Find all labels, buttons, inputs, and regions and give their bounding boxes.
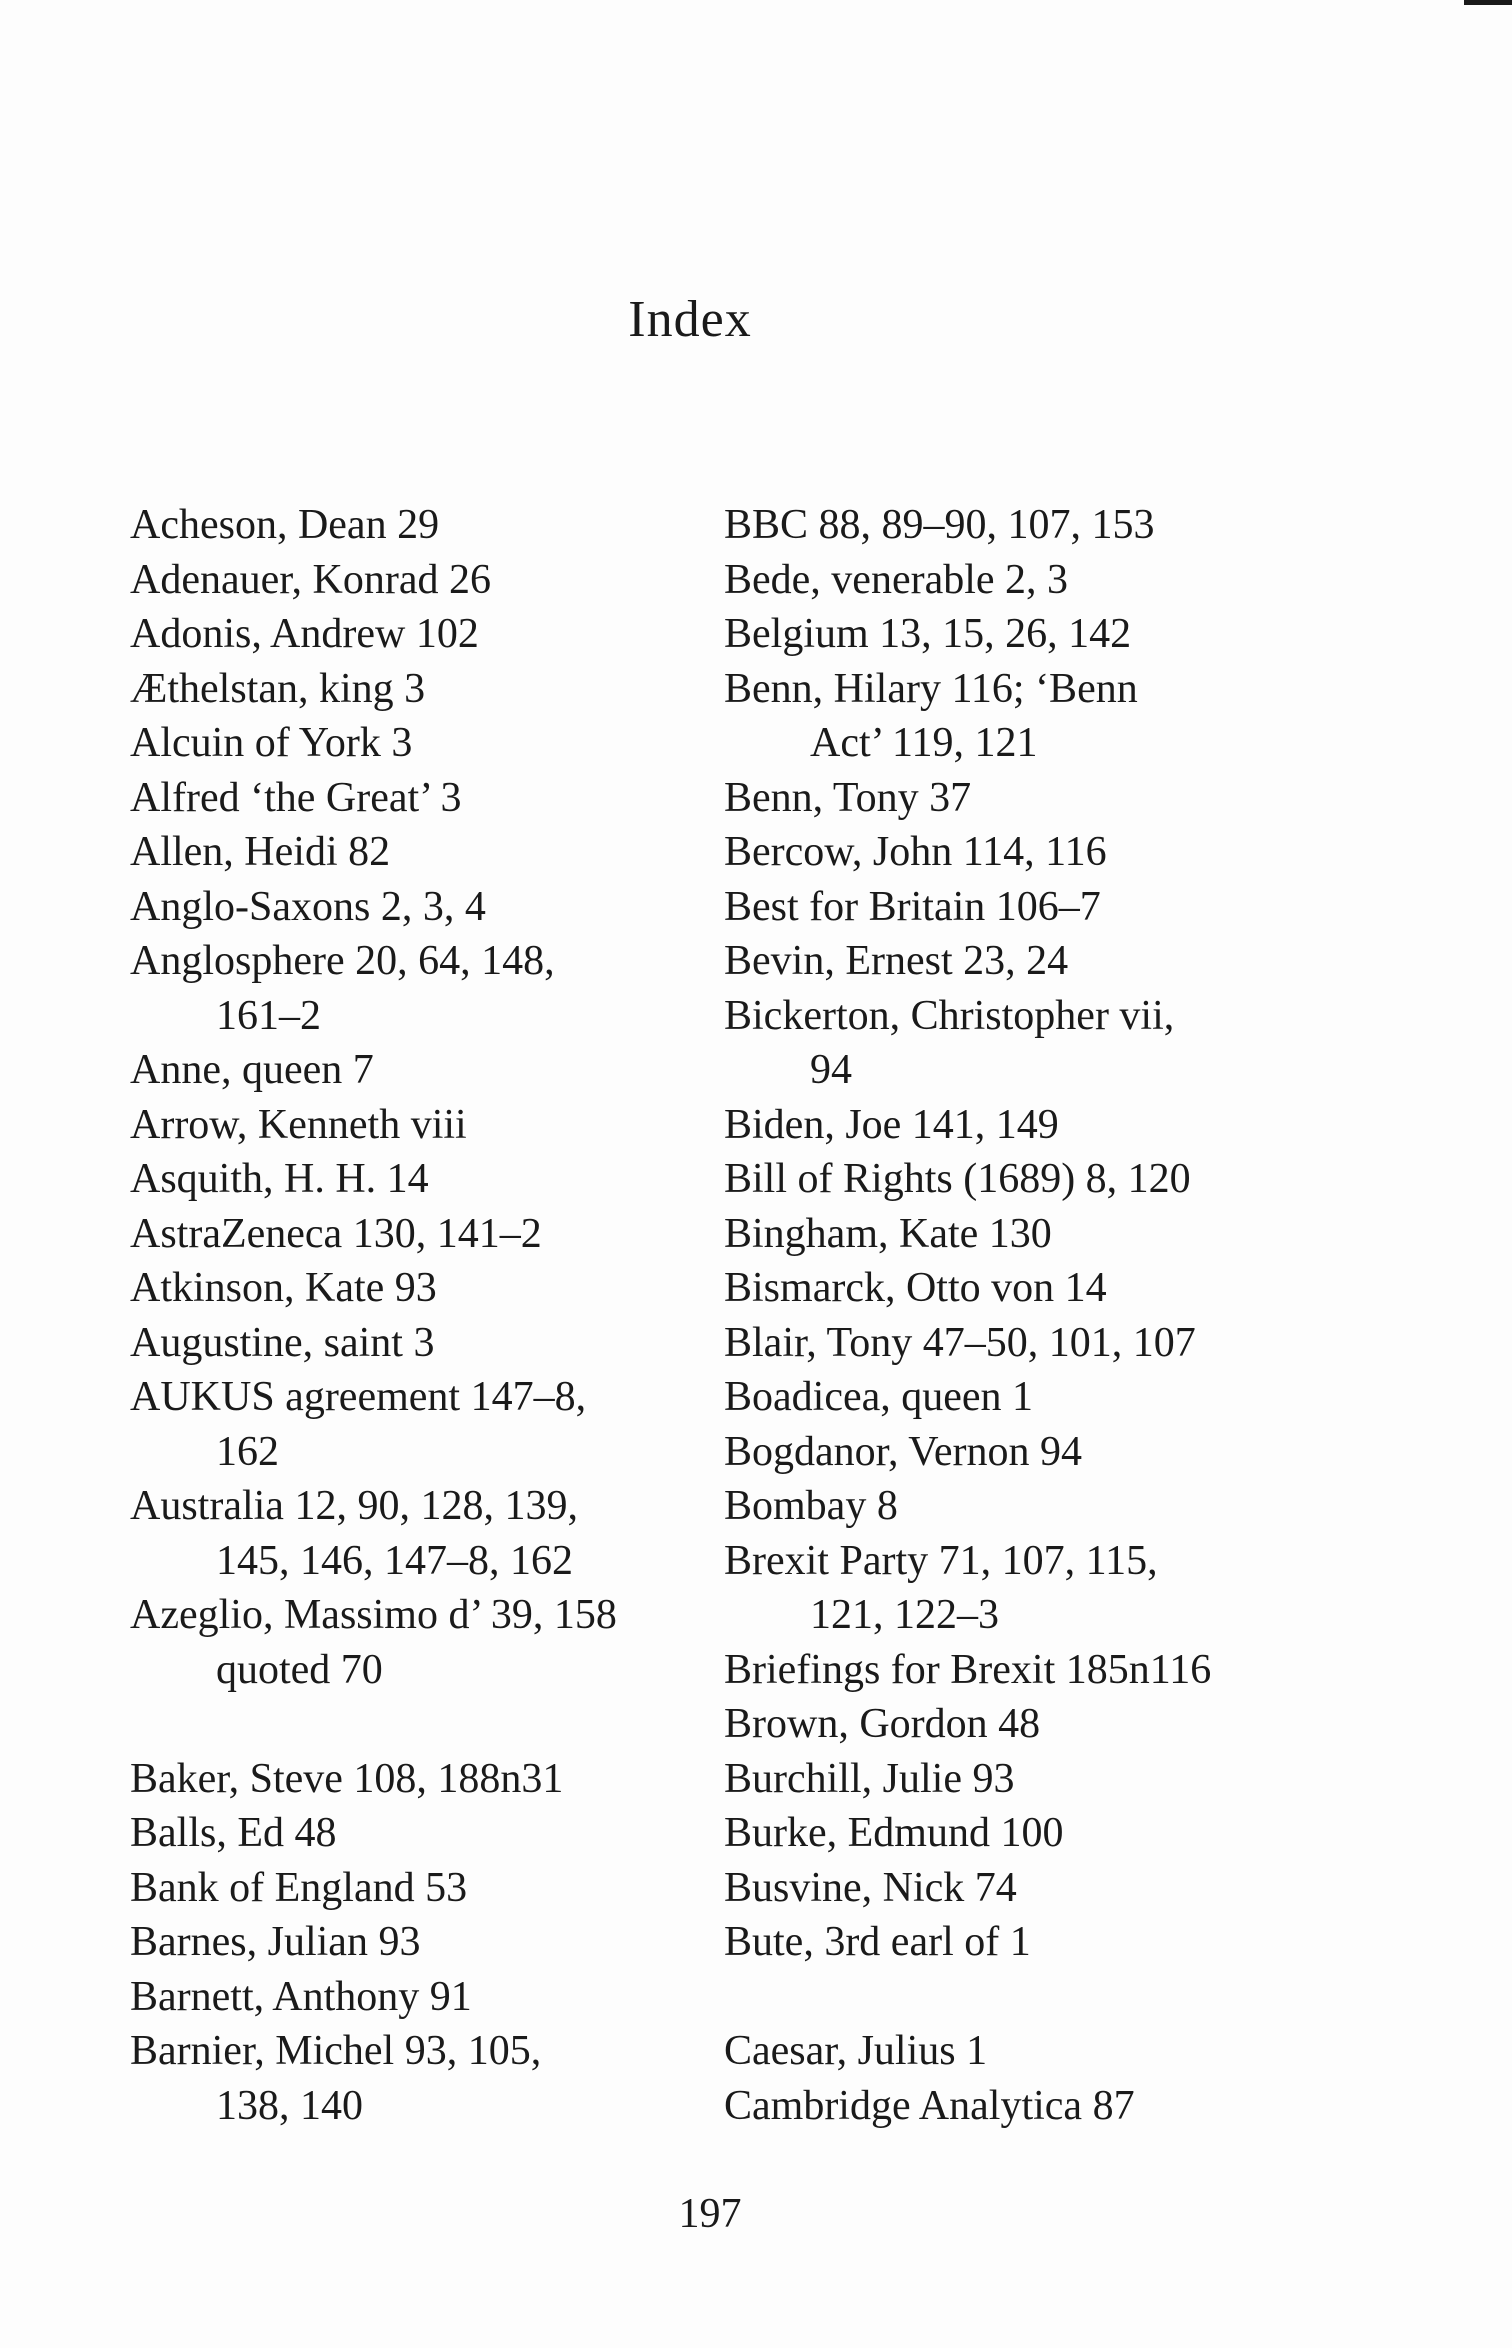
index-entry: Azeglio, Massimo d’ 39, 158	[130, 1592, 617, 1638]
index-entry: Augustine, saint 3	[130, 1319, 435, 1366]
index-entry: Barnes, Julian 93	[130, 1919, 421, 1965]
index-entry: Barnett, Anthony 91	[130, 1973, 472, 2020]
index-entry: Anglosphere 20, 64, 148,	[130, 938, 555, 984]
index-entry: Bickerton, Christopher vii,	[724, 992, 1175, 1039]
index-entry: Acheson, Dean 29	[130, 502, 440, 548]
index-entry: Bevin, Ernest 23, 24	[724, 938, 1069, 984]
index-entry: AUKUS agreement 147–8,	[130, 1374, 587, 1420]
index-entry: Bede, venerable 2, 3	[724, 556, 1069, 603]
index-entry: Adenauer, Konrad 26	[130, 556, 492, 603]
index-column-left	[130, 498, 750, 2133]
index-entry-continuation: 161–2	[216, 992, 321, 1039]
index-entry: Bombay 8	[724, 1483, 898, 1529]
index-entry: Bercow, John 114, 116	[724, 829, 1107, 875]
index-entry: Australia 12, 90, 128, 139,	[130, 1483, 578, 1529]
index-entry: Caesar, Julius 1	[724, 2028, 988, 2074]
index-entry-continuation: quoted 70	[216, 1646, 383, 1693]
index-entry-continuation: 145, 146, 147–8, 162	[216, 1537, 573, 1584]
index-entry: Barnier, Michel 93, 105,	[130, 2028, 542, 2074]
index-entry: Burchill, Julie 93	[724, 1755, 1015, 1802]
index-entry-continuation: Act’ 119, 121	[810, 720, 1038, 766]
index-entry: Adonis, Andrew 102	[130, 611, 479, 657]
index-entry: Allen, Heidi 82	[130, 829, 391, 875]
index-entry: Best for Britain 106–7	[724, 883, 1101, 930]
index-entry: Bismarck, Otto von 14	[724, 1265, 1107, 1311]
index-entry: BBC 88, 89–90, 107, 153	[724, 502, 1155, 548]
index-entry: Bank of England 53	[130, 1864, 468, 1911]
index-entry: Bute, 3rd earl of 1	[724, 1919, 1031, 1965]
index-entry: Burke, Edmund 100	[724, 1810, 1064, 1856]
index-column-right	[724, 498, 1344, 2133]
index-entry-continuation: 138, 140	[216, 2082, 363, 2129]
index-entry-continuation: 162	[216, 1428, 279, 1475]
index-entry: Busvine, Nick 74	[724, 1864, 1017, 1911]
index-entry: Bogdanor, Vernon 94	[724, 1428, 1083, 1475]
index-entry: Benn, Tony 37	[724, 774, 972, 821]
index-entry: Anglo-Saxons 2, 3, 4	[130, 883, 486, 930]
index-entry: Biden, Joe 141, 149	[724, 1101, 1059, 1148]
index-entry: Anne, queen 7	[130, 1047, 374, 1093]
index-entry: Balls, Ed 48	[130, 1810, 337, 1856]
index-entry: Brexit Party 71, 107, 115,	[724, 1537, 1158, 1584]
index-entry: Arrow, Kenneth viii	[130, 1101, 467, 1148]
index-entry: Alfred ‘the Great’ 3	[130, 774, 462, 821]
index-entry: Belgium 13, 15, 26, 142	[724, 611, 1132, 657]
section-gap	[130, 1697, 750, 1752]
index-entry: Boadicea, queen 1	[724, 1374, 1034, 1420]
index-entry-continuation: 121, 122–3	[810, 1592, 999, 1638]
page-title: Index	[628, 291, 752, 348]
index-entry: Alcuin of York 3	[130, 720, 413, 766]
section-gap	[724, 1970, 1344, 2025]
index-entry: Æthelstan, king 3	[130, 665, 426, 712]
index-entry: Briefings for Brexit 185n116	[724, 1646, 1212, 1693]
index-entry: Blair, Tony 47–50, 101, 107	[724, 1319, 1196, 1366]
index-entry: Cambridge Analytica 87	[724, 2082, 1135, 2129]
index-entry: Atkinson, Kate 93	[130, 1265, 437, 1311]
index-entry: Benn, Hilary 116; ‘Benn	[724, 665, 1138, 712]
index-entry: AstraZeneca 130, 141–2	[130, 1210, 542, 1257]
index-entry: Bingham, Kate 130	[724, 1210, 1052, 1257]
index-entry: Brown, Gordon 48	[724, 1701, 1041, 1747]
index-entry: Asquith, H. H. 14	[130, 1156, 429, 1202]
page-number: 197	[678, 2191, 742, 2237]
index-entry: Baker, Steve 108, 188n31	[130, 1755, 564, 1802]
page-edge-mark	[1464, 0, 1512, 5]
index-entry-continuation: 94	[810, 1047, 852, 1093]
index-entry: Bill of Rights (1689) 8, 120	[724, 1156, 1191, 1202]
